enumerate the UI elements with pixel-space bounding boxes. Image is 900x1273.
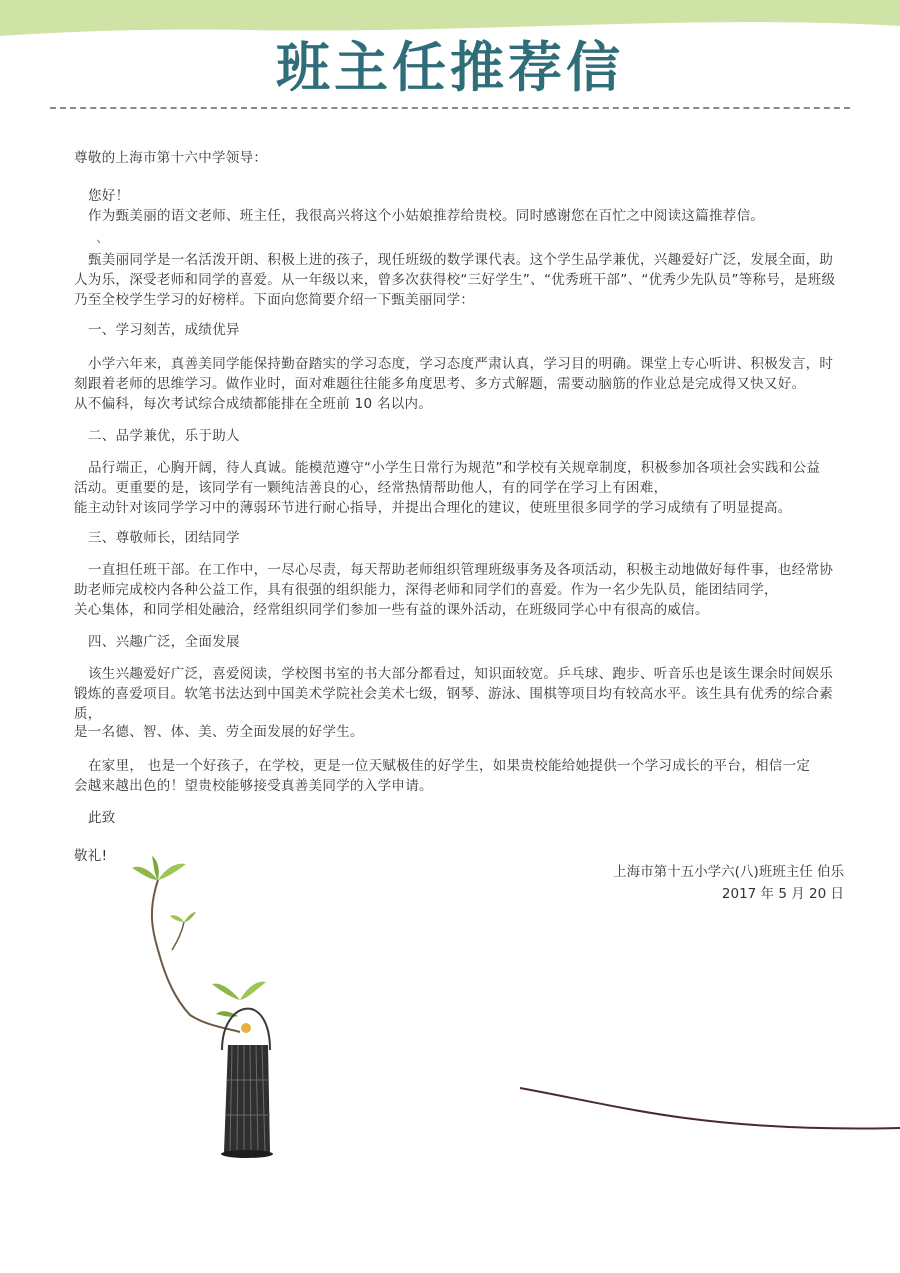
- overview-line: 乃至全校学生学习的好榜样。下面向您简要介绍一下甄美丽同学：: [74, 292, 475, 308]
- top-wave-band: [0, 0, 900, 40]
- twig-line-icon: [515, 1080, 900, 1140]
- section-line: 活动。更重要的是，该同学有一颗纯洁善良的心，经常热情帮助他人，有的同学在学习上有困难，: [74, 480, 668, 496]
- section-line: 一直担任班干部。在工作中，一尽心尽责，每天帮助老师组织管理班级事务及各项活动，积极主动地做好每件事，也经常协: [88, 562, 834, 578]
- section-heading: 一、学习刻苦，成绩优异: [88, 322, 240, 338]
- bamboo-basket-plant-icon: [130, 850, 290, 1170]
- section-line: 小学六年来，真善美同学能保持勤奋踏实的学习态度，学习态度严肃认真，学习目的明确。课堂上专心听讲、积极发言，时: [88, 356, 834, 372]
- date: 2017 年 5 月 20 日: [721, 886, 844, 902]
- salutation: 尊敬的上海市第十六中学领导：: [74, 150, 268, 166]
- dashed-divider: [50, 107, 850, 109]
- signature: 上海市第十五小学六(八)班班主任 伯乐: [613, 864, 844, 880]
- intro-paragraph: 作为甄美丽的语文老师、班主任，我很高兴将这个小姑娘推荐给贵校。同时感谢您在百忙之中阅读这篇推荐信。: [88, 208, 765, 224]
- jingli: 敬礼!: [74, 848, 108, 864]
- page-title: 班主任推荐信: [276, 36, 624, 99]
- closing-line: 会越来越出色的！望贵校能够接受真善美同学的入学申请。: [74, 778, 433, 794]
- overview-line: 人为乐，深受老师和同学的喜爱。从一年级以来，曾多次获得校“三好学生”、“优秀班干部”、“优秀少先队员”等称号，是班级: [74, 272, 836, 288]
- section-line: 是一名德、智、体、美、劳全面发展的好学生。: [74, 724, 364, 740]
- cizhi: 此致: [88, 810, 116, 826]
- greeting: 您好！: [88, 188, 130, 204]
- section-line: 能主动针对该同学学习中的薄弱环节进行耐心指导，并提出合理化的建议，使班里很多同学的学习成绩有了明显提高。: [74, 500, 792, 516]
- section-line: 关心集体，和同学相处融洽，经常组织同学们参加一些有益的课外活动，在班级同学心中有很高的威信。: [74, 602, 709, 618]
- section-heading: 三、尊敬师长，团结同学: [88, 530, 240, 546]
- stray-mark: 、: [96, 230, 110, 246]
- section-line: 锻炼的喜爱项目。软笔书法达到中国美术学院社会美术七级，钢琴、游泳、围棋等项目均有较高水平。该生具有优秀的综合素: [74, 686, 833, 702]
- closing-line: 在家里， 也是一个好孩子，在学校，更是一位天赋极佳的好学生，如果贵校能给她提供一个学习成长的平台，相信一定: [88, 758, 811, 774]
- section-line: 质，: [74, 706, 102, 722]
- section-line: 助老师完成校内各种公益工作，具有很强的组织能力，深得老师和同学们的喜爱。作为一名少先队员，能团结同学，: [74, 582, 778, 598]
- section-line: 刻跟着老师的思维学习。做作业时，面对难题往往能多角度思考、多方式解题，需要动脑筋的作业总是完成得又快又好。: [74, 376, 806, 392]
- section-heading: 二、品学兼优，乐于助人: [88, 428, 240, 444]
- section-line: 该生兴趣爱好广泛，喜爱阅读，学校图书室的书大部分都看过，知识面较宽。乒乓球、跑步、听音乐也是该生课余时间娱乐: [88, 666, 834, 682]
- overview-line: 甄美丽同学是一名活泼开朗、积极上进的孩子，现任班级的数学课代表。这个学生品学兼优，兴趣爱好广泛，发展全面，助: [88, 252, 834, 268]
- section-line: 从不偏科，每次考试综合成绩都能排在全班前 10 名以内。: [74, 396, 433, 412]
- section-heading: 四、兴趣广泛，全面发展: [88, 634, 240, 650]
- section-line: 品行端正，心胸开阔，待人真诚。能模范遵守“小学生日常行为规范”和学校有关规章制度，积极参加各项社会实践和公益: [88, 460, 821, 476]
